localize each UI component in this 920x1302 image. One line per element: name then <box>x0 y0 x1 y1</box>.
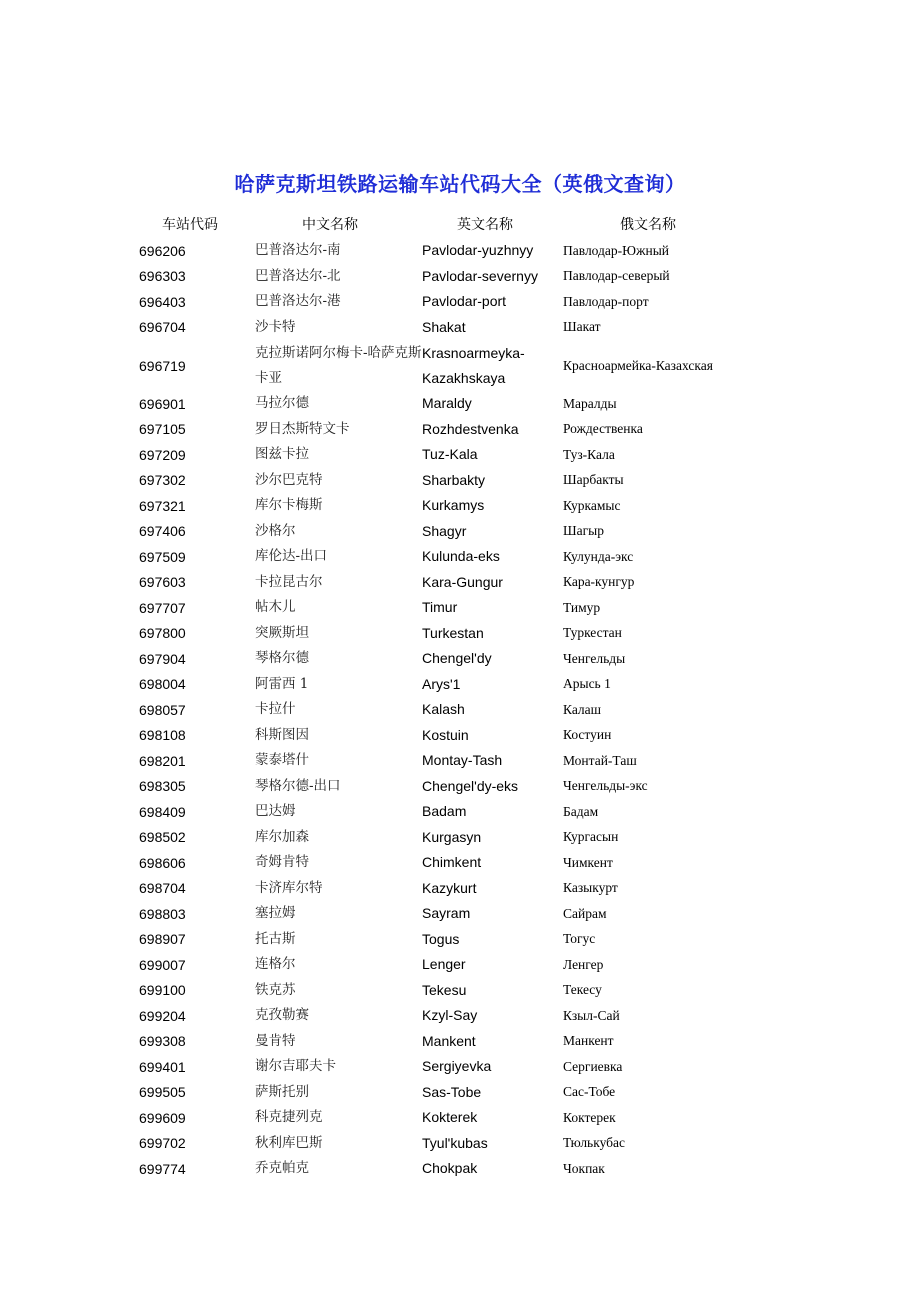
english-name-cell: Sayram <box>422 905 471 922</box>
english-name-cell: Kostuin <box>422 726 469 743</box>
table-row <box>130 1080 770 1106</box>
station-code-cell: 696206 <box>139 242 186 259</box>
table-row <box>130 774 770 800</box>
station-code-cell: 698907 <box>139 931 186 948</box>
station-code-cell: 696704 <box>139 319 186 336</box>
english-name-cell: Togus <box>422 930 460 947</box>
table-row <box>130 672 770 698</box>
chinese-name-cell: 卡拉昆古尔 <box>255 573 323 590</box>
chinese-name-cell: 马拉尔德 <box>255 395 309 412</box>
russian-name-cell: Туз-Кала <box>563 446 615 462</box>
station-code-cell: 697406 <box>139 523 186 540</box>
chinese-name-cell: 罗日杰斯特文卡 <box>255 420 350 437</box>
table-row <box>130 544 770 570</box>
chinese-name-cell: 科斯图因 <box>255 726 309 743</box>
russian-name-cell: Шагыр <box>563 523 604 539</box>
russian-name-cell: Коктерек <box>563 1109 616 1125</box>
russian-name-cell: Павлодар-северый <box>563 268 670 284</box>
english-name-cell: Kazykurt <box>422 879 477 896</box>
english-name-cell: Kulunda-eks <box>422 548 500 565</box>
english-name-cell: Timur <box>422 599 458 616</box>
table-row <box>130 850 770 876</box>
table-row <box>130 723 770 749</box>
station-code-cell: 697209 <box>139 446 186 463</box>
english-name-cell: Kara-Gungur <box>422 573 503 590</box>
station-code-cell: 698305 <box>139 778 186 795</box>
chinese-name-cell: 图兹卡拉 <box>255 446 309 463</box>
page-title: 哈萨克斯坦铁路运输车站代码大全（英俄文查询） <box>234 172 686 196</box>
table-row <box>130 1105 770 1131</box>
table-row <box>130 264 770 290</box>
station-code-cell: 699774 <box>139 1160 186 1177</box>
russian-name-cell: Ченгельды <box>563 650 626 666</box>
english-name-cell: Tyul'kubas <box>422 1134 488 1151</box>
english-name-cell: Turkestan <box>422 624 484 641</box>
station-code-cell: 697509 <box>139 548 186 565</box>
station-code-cell: 697302 <box>139 472 186 489</box>
russian-name-cell: Сергиевка <box>563 1058 623 1074</box>
table-row <box>130 1156 770 1182</box>
chinese-name-cell: 乔克帕克 <box>255 1160 309 1177</box>
english-name-cell: Maraldy <box>422 395 472 412</box>
russian-name-cell: Павлодар-порт <box>563 293 649 309</box>
english-name-cell: Kzyl-Say <box>422 1007 478 1024</box>
russian-name-cell: Кулунда-экс <box>563 548 634 564</box>
russian-name-cell: Костуин <box>563 727 612 743</box>
table-row <box>130 876 770 902</box>
station-code-cell: 698004 <box>139 676 186 693</box>
station-code-cell: 699505 <box>139 1084 186 1101</box>
chinese-name-cell: 库尔加森 <box>255 828 309 845</box>
chinese-name-cell: 铁克苏 <box>255 981 296 998</box>
table-row <box>130 1131 770 1157</box>
table-row <box>130 315 770 341</box>
english-name-cell: Shakat <box>422 318 466 335</box>
header-russian-name: 俄文名称 <box>620 217 676 233</box>
chinese-name-cell: 库尔卡梅斯 <box>255 497 323 514</box>
table-row <box>130 391 770 417</box>
chinese-name-cell: 沙尔巴克特 <box>255 471 323 488</box>
station-code-cell: 696303 <box>139 268 186 285</box>
table-row <box>130 646 770 672</box>
chinese-name-cell: 克拉斯诺阿尔梅卡-哈萨克斯卡亚 <box>255 344 422 386</box>
station-code-cell: 699007 <box>139 956 186 973</box>
russian-name-cell: Кургасын <box>563 829 619 845</box>
chinese-name-cell: 克孜勒赛 <box>255 1007 309 1024</box>
table-row <box>130 442 770 468</box>
table-row <box>130 340 770 391</box>
chinese-name-cell: 科克捷列克 <box>255 1109 323 1126</box>
station-code-cell: 696403 <box>139 293 186 310</box>
chinese-name-cell: 蒙泰塔什 <box>255 752 309 769</box>
english-name-cell: Tekesu <box>422 981 467 998</box>
english-name-cell: Lenger <box>422 956 466 973</box>
russian-name-cell: Арысь 1 <box>563 676 611 692</box>
table-header-row <box>130 210 770 238</box>
english-name-cell: Tuz-Kala <box>422 446 478 463</box>
header-station-code: 车站代码 <box>162 217 218 233</box>
english-name-cell: Pavlodar-port <box>422 293 507 310</box>
chinese-name-cell: 秋利库巴斯 <box>255 1134 323 1151</box>
station-code-cell: 697800 <box>139 625 186 642</box>
station-code-cell: 698803 <box>139 905 186 922</box>
russian-name-cell: Тюлькубас <box>563 1135 626 1151</box>
table-row <box>130 927 770 953</box>
russian-name-cell: Текесу <box>563 982 602 998</box>
english-name-cell: Chengel'dy <box>422 650 492 667</box>
russian-name-cell: Казыкурт <box>563 880 618 896</box>
station-code-cell: 697105 <box>139 421 186 438</box>
russian-name-cell: Туркестан <box>563 625 622 641</box>
russian-name-cell: Чокпак <box>563 1160 605 1176</box>
chinese-name-cell: 巴普洛达尔-南 <box>255 242 341 259</box>
table-row <box>130 748 770 774</box>
station-code-cell: 697707 <box>139 599 186 616</box>
chinese-name-cell: 巴普洛达尔-港 <box>255 293 341 310</box>
english-name-cell: Mankent <box>422 1032 476 1049</box>
russian-name-cell: Калаш <box>563 701 602 717</box>
chinese-name-cell: 托古斯 <box>255 930 296 947</box>
table-row <box>130 825 770 851</box>
english-name-cell: Sharbakty <box>422 471 486 488</box>
table-row <box>130 697 770 723</box>
station-code-cell: 697603 <box>139 574 186 591</box>
table-row <box>130 289 770 315</box>
table-row <box>130 417 770 443</box>
station-code-cell: 698201 <box>139 752 186 769</box>
english-name-cell: Pavlodar-severnyy <box>422 267 538 284</box>
chinese-name-cell: 曼肯特 <box>255 1032 296 1049</box>
chinese-name-cell: 琴格尔德-出口 <box>255 777 341 794</box>
chinese-name-cell: 沙格尔 <box>255 522 296 539</box>
station-code-cell: 699308 <box>139 1033 186 1050</box>
english-name-cell: Krasnoarmeyka-Kazakhskaya <box>422 344 525 386</box>
table-row <box>130 1029 770 1055</box>
table-row <box>130 519 770 545</box>
english-name-cell: Kokterek <box>422 1109 478 1126</box>
english-name-cell: Kurgasyn <box>422 828 482 845</box>
station-code-cell: 699204 <box>139 1007 186 1024</box>
table-row <box>130 978 770 1004</box>
russian-name-cell: Бадам <box>563 803 599 819</box>
russian-name-cell: Сас-Тобе <box>563 1084 616 1100</box>
station-code-table <box>130 210 770 1182</box>
english-name-cell: Kalash <box>422 701 465 718</box>
english-name-cell: Montay-Tash <box>422 752 503 769</box>
table-row <box>130 901 770 927</box>
english-name-cell: Shagyr <box>422 522 467 539</box>
english-name-cell: Sergiyevka <box>422 1058 492 1075</box>
table-row <box>130 468 770 494</box>
russian-name-cell: Тогус <box>563 931 596 947</box>
english-name-cell: Chokpak <box>422 1160 478 1177</box>
header-chinese-name: 中文名称 <box>302 217 358 233</box>
table-row <box>130 952 770 978</box>
table-row <box>130 1054 770 1080</box>
station-code-cell: 699702 <box>139 1135 186 1152</box>
chinese-name-cell: 巴普洛达尔-北 <box>255 267 341 284</box>
russian-name-cell: Манкент <box>563 1033 614 1049</box>
english-name-cell: Arys'1 <box>422 675 461 692</box>
chinese-name-cell: 奇姆肯特 <box>255 854 309 871</box>
russian-name-cell: Монтай-Таш <box>563 752 637 768</box>
table-row <box>130 799 770 825</box>
table-row <box>130 570 770 596</box>
station-code-cell: 699401 <box>139 1058 186 1075</box>
chinese-name-cell: 卡济库尔特 <box>255 879 323 896</box>
russian-name-cell: Сайрам <box>563 905 607 921</box>
chinese-name-cell: 库伦达-出口 <box>255 548 328 565</box>
chinese-name-cell: 巴达姆 <box>255 803 296 820</box>
chinese-name-cell: 连格尔 <box>255 956 296 973</box>
station-code-cell: 699609 <box>139 1109 186 1126</box>
russian-name-cell: Павлодар-Южный <box>563 242 670 258</box>
english-name-cell: Sas-Tobe <box>422 1083 482 1100</box>
station-code-cell: 699100 <box>139 982 186 999</box>
chinese-name-cell: 突厥斯坦 <box>255 624 309 641</box>
english-name-cell: Chimkent <box>422 854 482 871</box>
english-name-cell: Pavlodar-yuzhnyy <box>422 242 534 259</box>
russian-name-cell: Ченгельды-экс <box>563 778 648 794</box>
russian-name-cell: Маралды <box>563 395 617 411</box>
station-code-cell: 697904 <box>139 650 186 667</box>
table-row <box>130 595 770 621</box>
station-code-cell: 698502 <box>139 829 186 846</box>
russian-name-cell: Шакат <box>563 319 601 335</box>
table-row <box>130 238 770 264</box>
russian-name-cell: Красноармейка-Казахская <box>563 357 713 373</box>
russian-name-cell: Тимур <box>563 599 601 615</box>
chinese-name-cell: 萨斯托别 <box>255 1083 309 1100</box>
russian-name-cell: Куркамыс <box>563 497 621 513</box>
station-code-cell: 698108 <box>139 727 186 744</box>
russian-name-cell: Ленгер <box>563 956 604 972</box>
chinese-name-cell: 帖木儿 <box>255 599 296 616</box>
station-code-cell: 698409 <box>139 803 186 820</box>
russian-name-cell: Кзыл-Сай <box>563 1007 620 1023</box>
table-row <box>130 493 770 519</box>
chinese-name-cell: 卡拉什 <box>255 701 296 718</box>
english-name-cell: Chengel'dy-eks <box>422 777 519 794</box>
english-name-cell: Rozhdestvenka <box>422 420 519 437</box>
header-english-name: 英文名称 <box>457 217 513 233</box>
station-code-cell: 696719 <box>139 357 186 374</box>
chinese-name-cell: 塞拉姆 <box>255 905 296 922</box>
english-name-cell: Badam <box>422 803 467 820</box>
russian-name-cell: Чимкент <box>563 854 613 870</box>
russian-name-cell: Кара-кунгур <box>563 574 635 590</box>
chinese-name-cell: 谢尔吉耶夫卡 <box>255 1058 336 1075</box>
station-code-cell: 698704 <box>139 880 186 897</box>
station-code-cell: 696901 <box>139 395 186 412</box>
chinese-name-cell: 阿雷西 1 <box>255 675 309 692</box>
chinese-name-cell: 沙卡特 <box>255 318 296 335</box>
english-name-cell: Kurkamys <box>422 497 485 514</box>
russian-name-cell: Шарбакты <box>563 472 624 488</box>
chinese-name-cell: 琴格尔德 <box>255 650 309 667</box>
station-code-cell: 698606 <box>139 854 186 871</box>
station-code-cell: 697321 <box>139 497 186 514</box>
table-row <box>130 621 770 647</box>
station-code-cell: 698057 <box>139 701 186 718</box>
russian-name-cell: Рождественка <box>563 421 643 437</box>
table-row <box>130 1003 770 1029</box>
